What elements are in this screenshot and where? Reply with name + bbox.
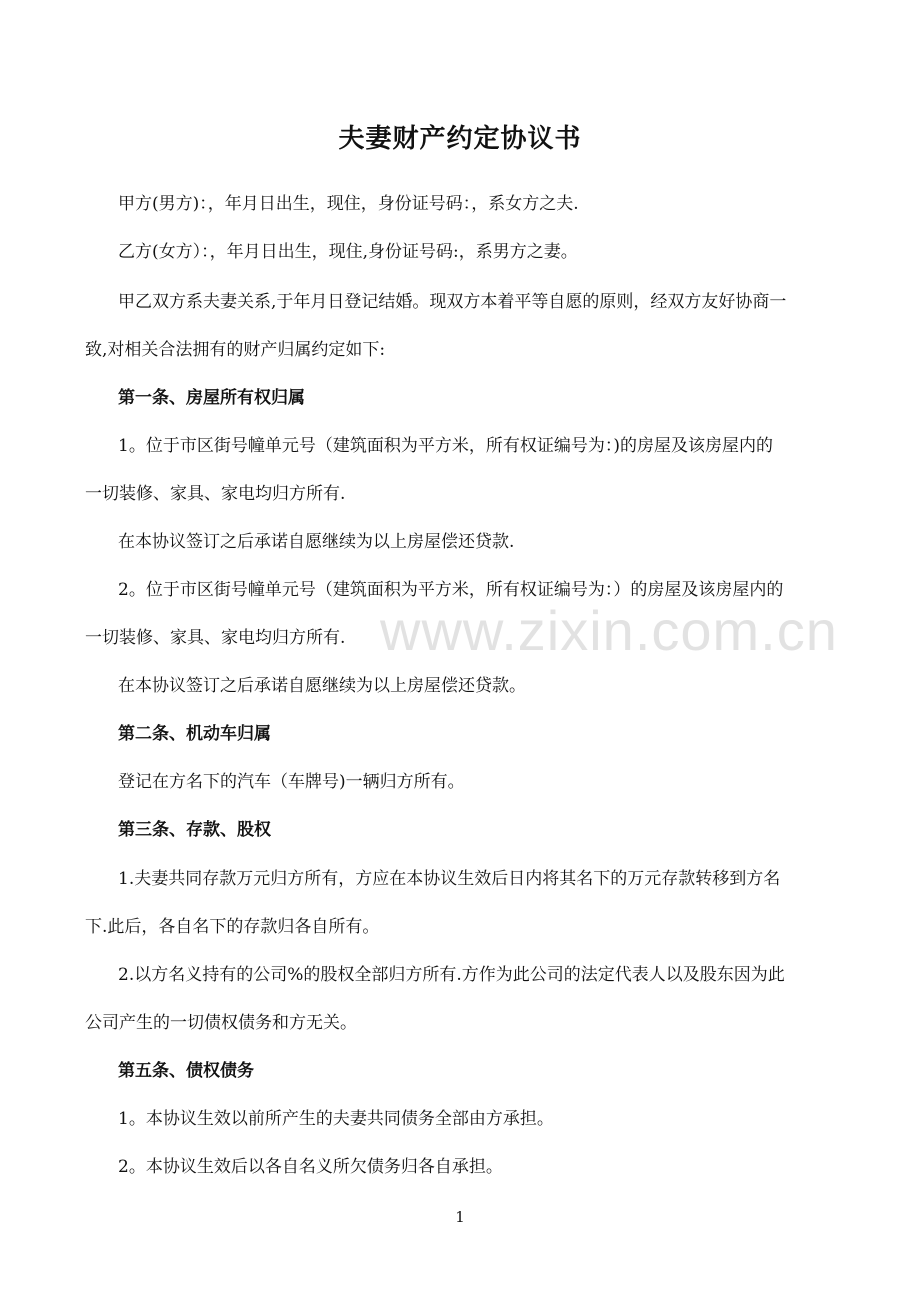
article-1-item-1-note: 在本协议签订之后承诺自愿继续为以上房屋偿还贷款. — [118, 532, 515, 552]
party-a-line: 甲方(男方)：，年月日出生，现住，身份证号码：，系女方之夫. — [118, 194, 579, 214]
article-3-item-1-line-1: 1.夫妻共同存款万元归方所有，方应在本协议生效后日内将其名下的万元存款转移到方名 — [118, 869, 781, 889]
article-5-heading: 第五条、债权债务 — [118, 1061, 254, 1081]
article-1-item-1-line-1: 1。位于市区街号幢单元号（建筑面积为平方米，所有权证编号为：)的房屋及该房屋内的 — [118, 436, 773, 456]
page-number: 1 — [455, 1208, 465, 1226]
watermark: www.zixin.com.cn — [380, 599, 838, 662]
article-3-item-2-line-2: 公司产生的一切债权债务和方无关。 — [85, 1013, 357, 1033]
article-2-heading: 第二条、机动车归属 — [118, 724, 271, 744]
article-1-item-1-line-2: 一切装修、家具、家电均归方所有. — [85, 484, 346, 504]
preamble-line-1: 甲乙双方系夫妻关系,于年月日登记结婚。现双方本着平等自愿的原则，经双方友好协商一 — [118, 292, 787, 312]
party-b-line: 乙方(女方）：，年月日出生，现住,身份证号码:，系男方之妻。 — [118, 242, 578, 262]
document-title: 夫妻财产约定协议书 — [338, 124, 582, 154]
article-5-item-1: 1。本协议生效以前所产生的夫妻共同债务全部由方承担。 — [118, 1109, 554, 1129]
article-1-item-2-note: 在本协议签订之后承诺自愿继续为以上房屋偿还贷款。 — [118, 676, 526, 696]
article-2-body: 登记在方名下的汽车（车牌号)一辆归方所有。 — [118, 772, 465, 792]
article-1-heading: 第一条、房屋所有权归属 — [118, 388, 305, 408]
article-3-item-2-line-1: 2.以方名义持有的公司%的股权全部归方所有.方作为此公司的法定代表人以及股东因为此 — [118, 965, 785, 985]
article-3-heading: 第三条、存款、股权 — [118, 820, 271, 840]
preamble-line-2: 致,对相关合法拥有的财产归属约定如下: — [85, 340, 386, 360]
article-1-item-2-line-1: 2。位于市区街号幢单元号（建筑面积为平方米，所有权证编号为：）的房屋及该房屋内的 — [118, 580, 784, 600]
article-5-item-2: 2。本协议生效后以各自名义所欠债务归各自承担。 — [118, 1157, 503, 1177]
article-3-item-1-line-2: 下.此后，各自名下的存款归各自所有。 — [85, 917, 380, 937]
article-1-item-2-line-2: 一切装修、家具、家电均归方所有. — [85, 628, 346, 648]
